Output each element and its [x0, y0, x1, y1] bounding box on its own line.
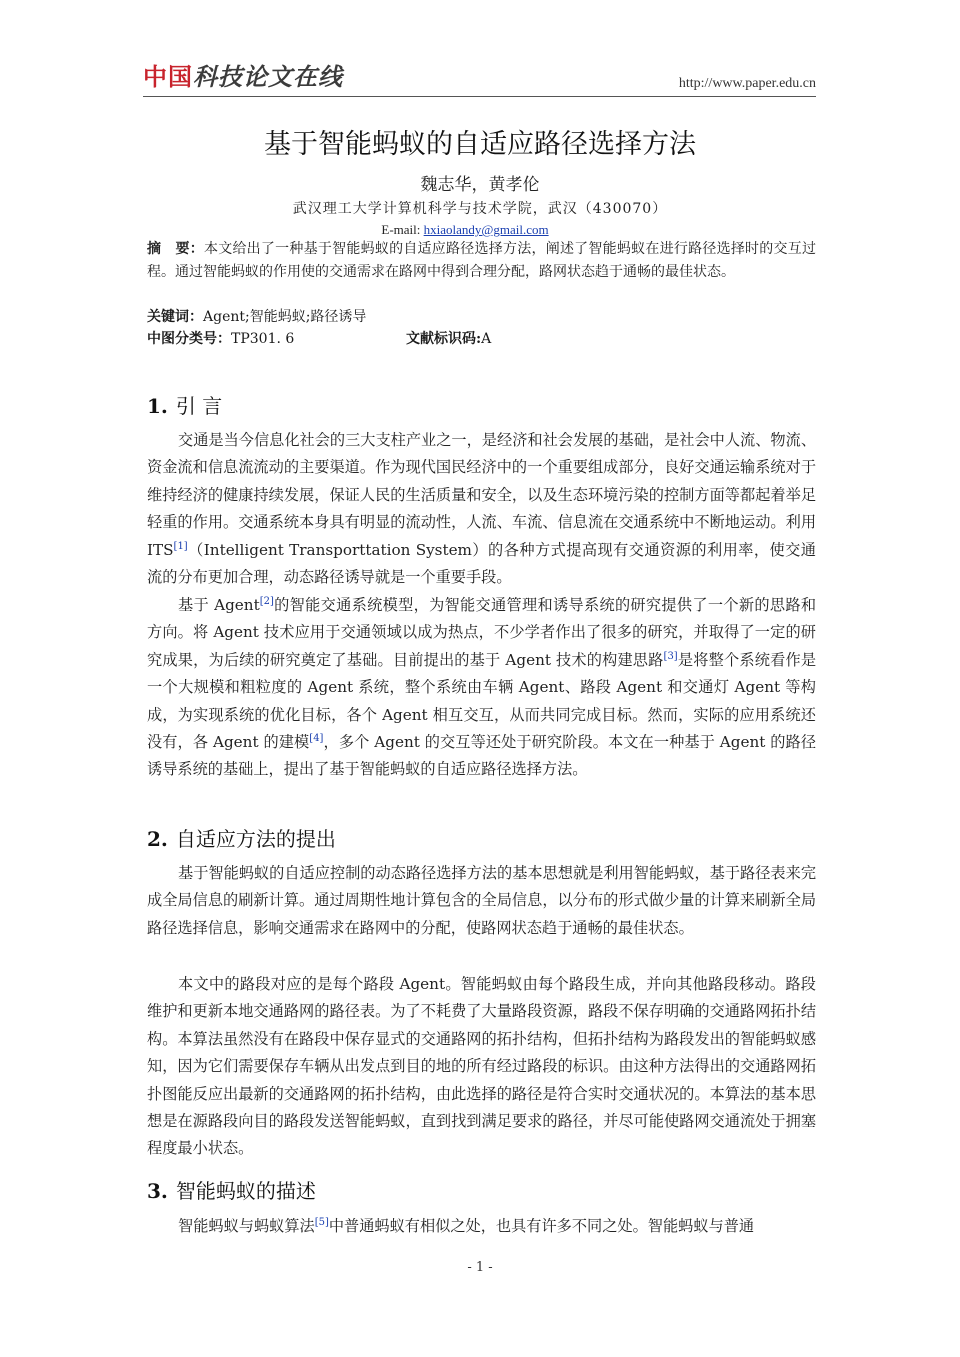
abstract-text: 本文给出了一种基于智能蚂蚁的自适应路径选择方法，阐述了智能蚂蚁在进行路径选择时的交互过程。通过智能蚂蚁的作用使的交通需求在路网中得到合理分配，路网状态趋于通畅的最佳状态。	[147, 241, 817, 280]
section-3-paragraph-1	[147, 1213, 816, 1240]
keywords-text: Agent;智能蚂蚁;路径诱导	[203, 309, 367, 325]
logo-text-red: 中国	[143, 63, 193, 91]
section-1-paragraph-2	[147, 592, 816, 784]
abstract-label: 摘 要：	[147, 241, 204, 257]
email-link[interactable]: hxiaolandy@gmail.com	[423, 222, 549, 237]
page-number: - 1 -	[467, 1260, 493, 1275]
s1-p2-text-b: 的智能交通系统模型，为智能交通管理和诱导系统的研究提供了一个新的思路和方向。将 Agent 技术应用于交通领域以成为热点，不少学者作出了很多的研究，并取得了一定的研究成果，为后续的研究奠定了基础。目前提出的基于 Agent 技术的构建思路	[147, 596, 817, 669]
section-1-heading	[147, 392, 222, 420]
classification	[147, 328, 816, 350]
section-2-paragraph-2	[147, 971, 816, 1163]
doc-code-line	[406, 328, 491, 350]
s1-p1-text-a: 交通是当今信息化社会的三大支柱产业之一，是经济和社会发展的基础，是社会中人流、物流、资金流和信息流流动的主要渠道。作为现代国民经济中的一个重要组成部分，良好交通运输系统对于维持经济的健康持续发展，保证人民的生活质量和安全，以及生态环境污染的控制方面等都起着举足轻重的作用。交通系统本身具有明显的流动性，人流、车流、信息流在交通系统中不断地运动。利用 ITS	[147, 431, 816, 559]
header-divider	[143, 96, 816, 97]
doc-code-label: 文献标识码:	[406, 331, 482, 347]
keywords-label: 关键词：	[147, 309, 203, 325]
citation-2[interactable]: [2]	[259, 595, 274, 607]
s3-p1-text-a: 智能蚂蚁与蚂蚁算法	[178, 1217, 315, 1235]
clc-code: TP301. 6	[231, 331, 295, 347]
paper-authors: 魏志华，黄孝伦	[420, 175, 540, 195]
email-label: E-mail:	[381, 222, 421, 237]
section-2-number: 2.	[147, 827, 168, 851]
citation-3[interactable]: [3]	[663, 650, 678, 662]
section-2-heading	[147, 825, 336, 853]
section-2-paragraph-1	[147, 860, 816, 942]
clc-label: 中图分类号：	[147, 331, 231, 347]
s1-p2-text-d: ，多个 Agent 的交互等还处于研究阶段。本文在一种基于 Agent 的路径诱导系统的基础上，提出了基于智能蚂蚁的自适应路径选择方法。	[147, 733, 817, 779]
section-1-paragraph-1	[147, 427, 816, 591]
site-logo[interactable]	[143, 62, 343, 92]
keywords	[147, 306, 816, 328]
citation-1[interactable]: [1]	[173, 540, 188, 552]
s1-p2-text-c: 是将整个系统看作是一个大规模和粗粒度的 Agent 系统，整个系统由车辆 Agent、路段 Agent 和交通灯 Agent 等构成，为实现系统的优化目标，各个 Agent 相互交互，从而共同完成目标。然而，实际的应用系统还没有，各 Agent 的建模	[147, 650, 817, 752]
section-1-number: 1.	[147, 394, 168, 418]
section-3-number: 3.	[147, 1179, 168, 1203]
s2-p2-text: 本文中的路段对应的是每个路段 Agent。智能蚂蚁由每个路段生成，并向其他路段移动。路段维护和更新本地交通路网的路径表。为了不耗费了大量路段资源，路段不保存明确的交通路网拓扑结构。本算法虽然没有在路段中保存显式的交通路网的拓扑结构，但拓扑结构为路段发出的智能蚂蚁感知，因为它们需要保存车辆从出发点到目的地的所有经过路段的标识。由这种方法得出的交通路网拓扑图能反应出最新的交通路网的拓扑结构，由此选择的路径是符合实时交通状况的。本算法的基本思想是在源路段向目的路段发送智能蚂蚁，直到找到满足要求的路径，并尽可能使路网交通流处于拥塞程度最小状态。	[147, 975, 816, 1158]
s2-p1-text: 基于智能蚂蚁的自适应控制的动态路径选择方法的基本思想就是利用智能蚂蚁，基于路径表来完成全局信息的刷新计算。通过周期性地计算包含的全局信息，以分布的形式做少量的计算来刷新全局路径选择信息，影响交通需求在路网中的分配，使路网状态趋于通畅的最佳状态。	[147, 864, 816, 937]
logo-text-dark: 科技论文在线	[193, 63, 343, 91]
section-3-title: 智能蚂蚁的描述	[175, 1179, 316, 1203]
section-1-title: 引 言	[175, 394, 223, 418]
paper-title: 基于智能蚂蚁的自适应路径选择方法	[264, 129, 696, 160]
citation-4[interactable]: [4]	[309, 732, 324, 744]
abstract	[147, 238, 816, 283]
section-2-title: 自适应方法的提出	[175, 827, 336, 851]
section-3-heading	[147, 1177, 316, 1205]
s1-p1-text-b: （Intelligent Transporttation System）的各种方式提高现有交通资源的利用率，使交通流的分布更加合理，动态路径诱导就是一个重要手段。	[147, 540, 816, 587]
citation-5[interactable]: [5]	[314, 1216, 329, 1228]
s1-p2-text-a: 基于 Agent	[178, 596, 260, 614]
email-line	[0, 220, 960, 240]
site-url[interactable]: http://www.paper.edu.cn	[678, 76, 816, 91]
paper-affiliation: 武汉理工大学计算机科学与技术学院，武汉（430070）	[292, 201, 668, 217]
doc-code: A	[481, 331, 492, 347]
s3-p1-text-b: 中普通蚂蚁有相似之处，也具有许多不同之处。智能蚂蚁与普通	[328, 1217, 755, 1235]
